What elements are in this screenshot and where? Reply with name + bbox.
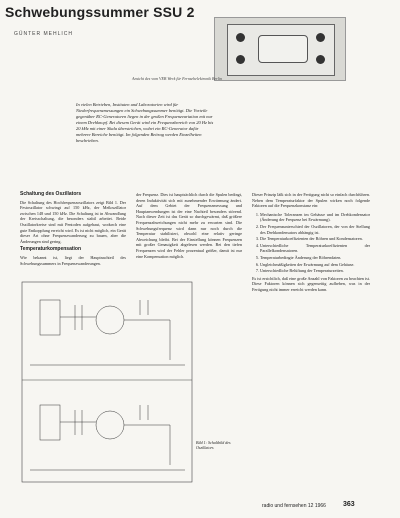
list-item: 5. Temperaturbedingte Änderung der Röhrendaten.	[260, 255, 370, 261]
section-heading: Schaltung des Oszillators	[20, 191, 82, 197]
list-item: 3. Die Temperaturkoeffizienten der Röhren und Kondensatoren.	[260, 236, 370, 242]
list-item: 2. Der Frequenzunterschied der Oszillatoren, der von der Stellung des Drehkondensators abhängig ist.	[260, 224, 370, 235]
column-text: Wie bekannt ist, liegt der Hauptnachteil des Schwebungssummers in Frequenzwanderungen.	[20, 254, 126, 266]
column-text: Die Schaltung des Hochfrequenzoszillators zeigt Bild 1. Der Festoszillator schwingt auf 150 kHz, der Meßoszillator zwischen 148 und 150 kHz. Die Schaltung ist in Abwandlung der Kreisschaltung, die besonders stabil arbeitet. Beide Oszillatorkreise sind mit Pentoden aufgebaut, wodurch eine gute Entkopplung erreicht wird. Es ist nicht möglich, ein Gerät dieser Art ohne Frequenzwanderung zu bauen, aber die Änderungen sind gering.	[20, 199, 126, 244]
page-footer: radio und fernsehen 12 1966	[262, 503, 326, 509]
page-number: 363	[343, 501, 355, 508]
column-text: Dieser Prinzip läßt sich in der Fertigung nicht so einfach durchführen. Neben dem Temperaturfaktor der Spulen wirken noch folgende Faktoren auf die Frequenzkonstanz ein:	[252, 192, 370, 209]
knob	[236, 33, 245, 42]
list-item: 6. Ungleichmäßigkeiten der Erwärmung auf dem Gehäuse.	[260, 262, 370, 268]
dial-scale	[258, 35, 308, 63]
knob	[316, 33, 325, 42]
knob	[236, 55, 245, 64]
column-text: Es ist ersichtlich, daß eine große Anzahl von Faktoren zu beachten ist. Diese Faktoren können sich gegenseitig aufheben, was in der Fertigung nicht immer erreicht werden kann.	[252, 275, 370, 292]
list-item: 1. Mechanische Toleranzen im Gehäuse und im Drehkondensator (Änderung der Frequenz bei Erwärmung).	[260, 212, 370, 223]
figure-caption: Bild 1: Schaltbild des Oszillators	[196, 440, 231, 450]
column-3	[252, 192, 370, 293]
column-2	[136, 192, 242, 259]
factor-list	[252, 212, 370, 274]
column-text: der Frequenz. Dies ist hauptsächlich durch die Spulen bedingt, deren Induktivität sich mit zunehmender Erwärmung ändert. Auf dem Gebiet der Frequenzmessung und Hauptanwendungen ist der eine Nachteil besonders störend. Nach dieser Zeit ist das Gerät so durchgewärmt, daß größere Frequenzabweichungen nicht mehr zu erwarten sind. Die Schwebungsfrequenz wird dann nur noch durch die Temperatur stabilisiert, obwohl eine relativ geringe Abweichung bleibt. Bei der Einstellung können Frequenzen mit großer Genauigkeit abgelesen werden. Bei den tiefen Frequenzen wird der Fehler prozentual größer, damit ist nur eine Kompensation möglich.	[136, 192, 242, 259]
subsection-heading: Temperaturkompensation	[20, 246, 82, 253]
column-1	[20, 192, 126, 266]
circuit-schematic	[20, 280, 225, 486]
device-photo	[214, 17, 346, 81]
list-item: 4. Unterschiedliche Temperaturkoeffizienten der Parallelkondensatoren.	[260, 243, 370, 254]
knob	[316, 55, 325, 64]
device-front-panel	[227, 24, 335, 76]
photo-caption: Ansicht des vom VEB Werk für Fernsehelektronik Berlin	[132, 76, 223, 81]
lead-paragraph: In vielen Betrieben, Instituten und Laboratorien wird für Niederfrequenzmessungen ein Schwebungssummer benötigt. Die Vorteile gegenüber RC-Generatoren liegen in der großen Frequenzvariation mit nur einem Drehknopf. Bei diesem Gerät wird ein Frequenzbereich von 20 Hz bis 20 kHz mit einer Skala überstrichen, wobei ein RC-Generator dafür mehrere Bereiche benötigt. Im folgenden Beitrag werden Einzelheiten beschrieben.	[76, 102, 214, 143]
list-item: 7. Unterschiedliche Belüftung der Temperaturzeiten.	[260, 268, 370, 274]
article-title: Schwebungssummer SSU 2	[5, 4, 195, 20]
author-name: GÜNTER MEHLICH	[14, 31, 74, 37]
